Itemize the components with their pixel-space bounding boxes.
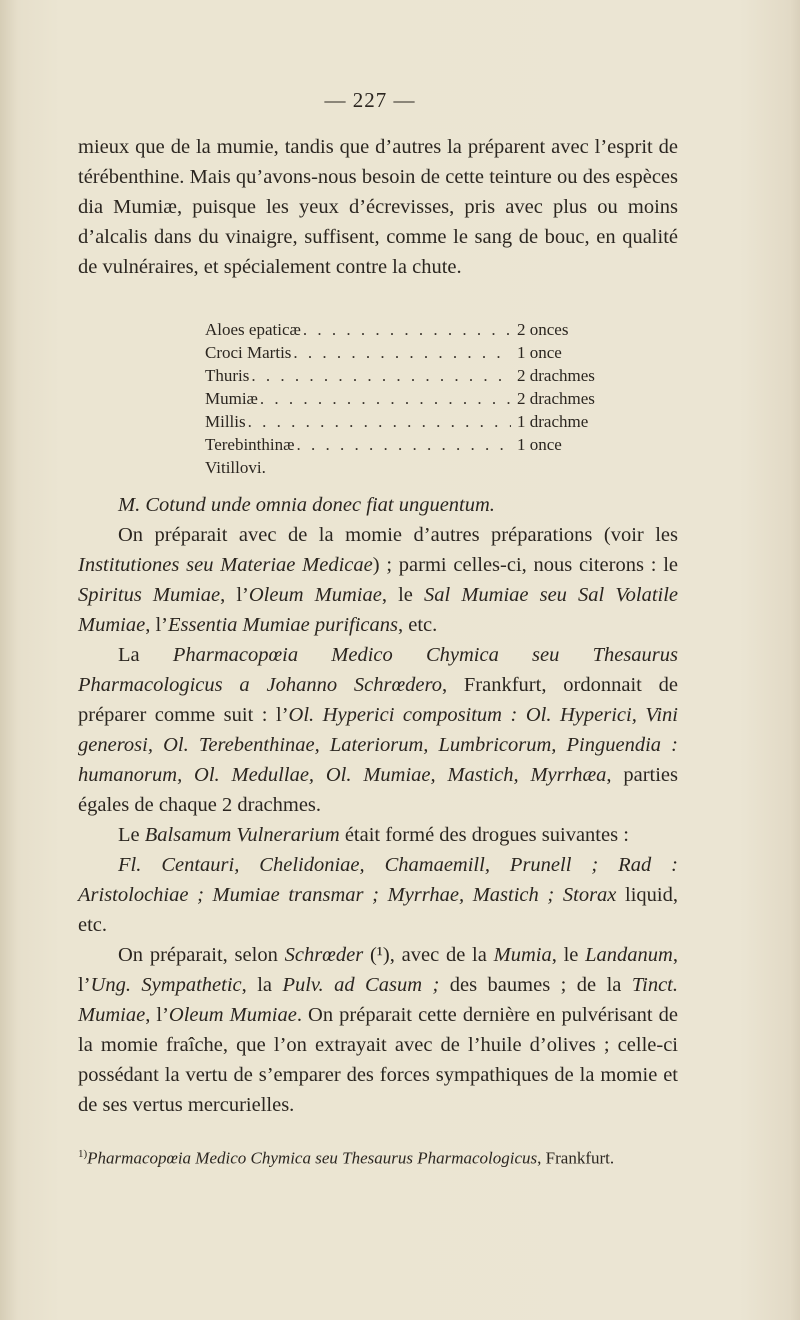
dot-leader [258,387,511,410]
ingredient-name: Millis [205,412,246,431]
recipe-item [205,410,625,433]
paragraph: La Pharmacopœia Medico Chymica seu Thesaurus Pharmacologicus a Johanno Schrœdero, Frankfurt, ordonnait de préparer comme suit : l’Ol. Hyperici compositum : Ol. Hyperici, Vini generosi, Ol. Terebenthinae, Lateriorum, Lumbricorum, Pinguendia : humanorum, Ol. Medullae, Ol. Mumiae, Mastich, Myrrhæa, parties égales de chaque 2 drachmes. [78,644,679,816]
recipe-item [205,387,625,410]
ingredient-name: Thuris [205,366,250,385]
body-text-main [78,490,678,1120]
paragraph: On préparait, selon Schrœder (¹), avec de la Mumia, le Landanum, l’Ung. Sympathetic, la Pulv. ad Casum ; des baumes ; de la Tinct. Mumiae, l’Oleum Mumiae. On préparait cette dernière en pulvérisant de la momie fraîche, que l’on extrayait avec de l’huile d’olives ; celle-ci possédant la vertu de s’emparer des forces sympathiques de la momie et de ses vertus mercurielles. [78,944,678,1116]
dot-leader [249,364,511,387]
ingredient-quantity: 1 once [517,435,562,454]
ingredient-quantity: 2 onces [517,320,569,339]
recipe-item [205,318,625,341]
dot-leader [291,341,511,364]
recipe-item [205,364,625,387]
ingredient-quantity: 2 drachmes [517,389,595,408]
ingredient-name: Croci Martis [205,343,292,362]
ingredient-name: Aloes epaticæ [205,320,301,339]
ingredient-name: Mumiæ [205,389,258,408]
footnote [78,1143,698,1170]
dot-leader [301,318,511,341]
ingredient-name: Terebinthinæ [205,435,295,454]
ingredient-quantity: 2 drachmes [517,366,595,385]
paragraph: Fl. Centauri, Chelidoniae, Chamaemill, Prunell ; Rad : Aristolochiae ; Mumiae transmar ; Myrrhae, Mastich ; Storax liquid, etc. [78,854,678,936]
recipe-last-line: Vitillovi. [205,458,266,477]
paragraph: Le Balsamum Vulnerarium était formé des drogues suivantes : [118,824,629,846]
recipe-item [205,341,625,364]
recipe-item [205,433,625,456]
dot-leader [294,433,511,456]
footnote-marker: 1) [78,1148,88,1160]
dot-leader [246,410,511,433]
ingredient-quantity: 1 once [517,343,562,362]
body-text-top [78,132,678,282]
recipe-list [205,318,625,479]
footnote-title: Pharmacopœia Medico Chymica seu Thesaurus Pharmacologicus [87,1148,538,1168]
paragraph: mieux que de la mumie, tandis que d’autres la préparent avec l’esprit de térébenthine. Mais qu’avons-nous besoin de cette teinture ou des espèces dia Mumiæ, puisque les yeux d’écrevisses, pris avec plus ou moins d’alcalis dans du vinaigre, suffisent, comme le sang de bouc, en qualité de vulnéraires, et spécialement contre la chute. [78,136,678,278]
recipe-note: M. Cotund unde omnia donec fiat unguentum. [118,494,495,516]
footnote-rest: , Frankfurt. [537,1148,615,1168]
page-number: — 227 — [324,88,416,112]
ingredient-quantity: 1 drachme [517,412,589,431]
paragraph: On préparait avec de la momie d’autres préparations (voir les Institutiones seu Materiae Medicae) ; parmi celles-ci, nous citerons : le Spiritus Mumiae, l’Oleum Mumiae, le Sal Mumiae seu Sal Volatile Mumiae, l’Essentia Mumiae purificans, etc. [78,524,679,636]
